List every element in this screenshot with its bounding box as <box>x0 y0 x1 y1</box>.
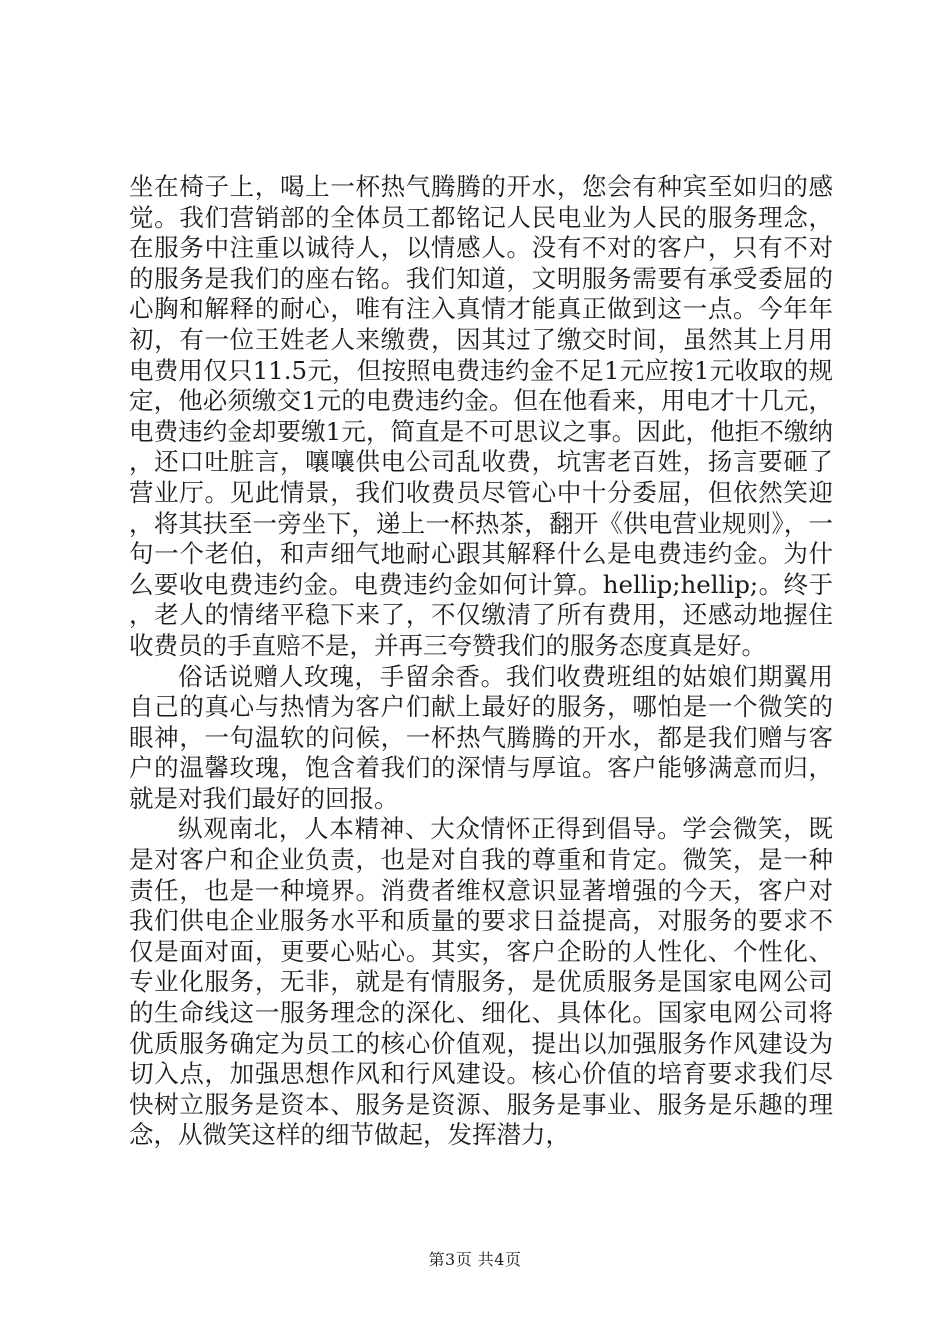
page-footer: 第3页 共4页 <box>428 1250 522 1269</box>
paragraph-1: 坐在椅子上，喝上一杯热气腾腾的开水，您会有种宾至如归的感觉。我们营销部的全体员工都铭记人民电业为人民的服务理念，在服务中注重以诚待人，以情感人。没有不对的客户，只有不对的服务是我们的座右铭。我们知道，文明服务需要有承受委屈的心胸和解释的耐心，唯有注入真情才能真正做到这一点。今年年初，有一位王姓老人来缴费，因其过了缴交时间，虽然其上月用电费用仅只11.5元，但按照电费违约金不足1元应按1元收取的规定，他必须缴交1元的电费违约金。但在他看来，用电才十几元，电费违约金却要缴1元，简直是不可思议之事。因此，他拒不缴纳，还口吐脏言，嚷嚷供电公司乱收费，坑害老百姓，扬言要砸了营业厅。见此情景，我们收费员尽管心中十分委屈，但依然笑迎，将其扶至一旁坐下，递上一杯热茶，翻开《供电营业规则》，一句一个老伯，和声细气地耐心跟其解释什么是电费违约金。为什么要收电费违约金。电费违约金如何计算。hellip;hellip;。终于，老人的情绪平稳下来了，不仅缴清了所有费用，还感动地握住收费员的手直赔不是，并再三夸赞我们的服务态度真是好。 <box>129 172 833 660</box>
paragraph-2: 俗话说赠人玫瑰，手留余香。我们收费班组的姑娘们期翼用自己的真心与热情为客户们献上最好的服务，哪怕是一个微笑的眼神，一句温软的问候，一杯热气腾腾的开水，都是我们赠与客户的温馨玫瑰，饱含着我们的深情与厚谊。客户能够满意而归，就是对我们最好的回报。 <box>129 661 833 813</box>
paragraph-3: 纵观南北，人本精神、大众情怀正得到倡导。学会微笑，既是对客户和企业负责，也是对自我的尊重和肯定。微笑，是一种责任，也是一种境界。消费者维权意识显著增强的今天，客户对我们供电企业服务水平和质量的要求日益提高，对服务的要求不仅是面对面，更要心贴心。其实，客户企盼的人性化、个性化、专业化服务，无非，就是有情服务，是优质服务是国家电网公司的生命线这一服务理念的深化、细化、具体化。国家电网公司将优质服务确定为员工的核心价值观，提出以加强服务作风建设为切入点，加强思想作风和行风建设。核心价值的培育要求我们尽快树立服务是资本、服务是资源、服务是事业、服务是乐趣的理念，从微笑这样的细节做起，发挥潜力， <box>129 814 833 1150</box>
document-body <box>129 172 833 1151</box>
